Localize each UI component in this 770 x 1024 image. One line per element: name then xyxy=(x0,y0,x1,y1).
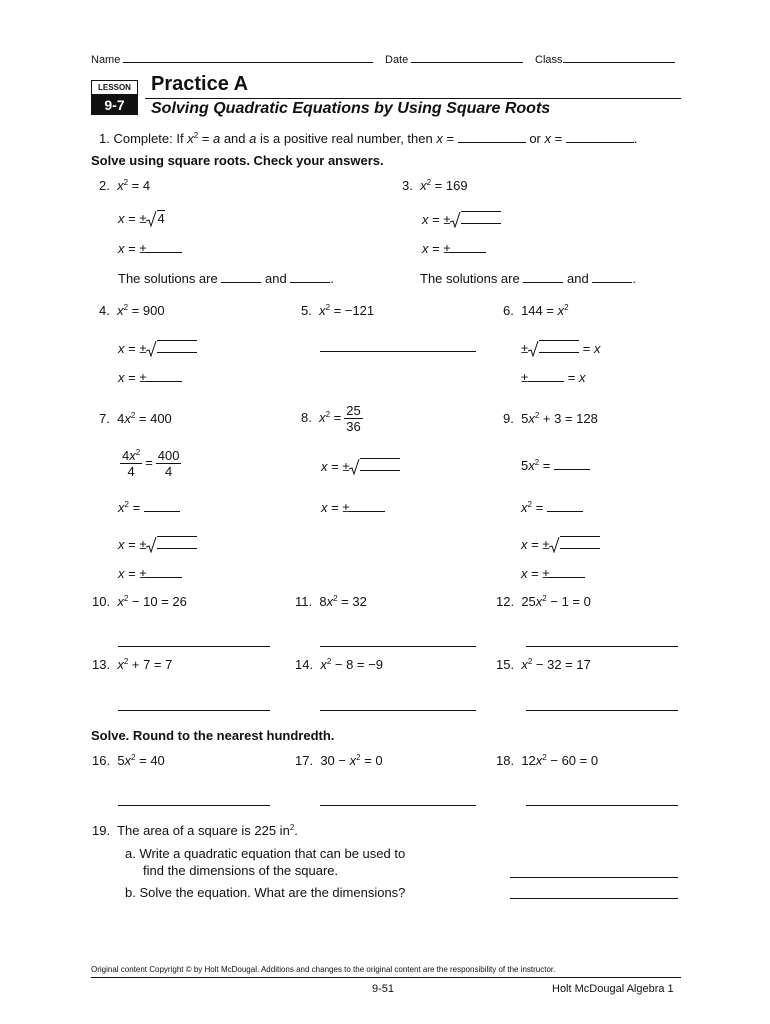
instruction-round: Solve. Round to the nearest hundredth. xyxy=(91,728,335,743)
problem-15: 15. $x^2 - 32 = 17$ xyxy=(496,657,591,672)
problem-6: 6. $144 = x^2$ xyxy=(503,303,569,318)
problem-19b: b. Solve the equation. What are the dimensions? xyxy=(125,885,406,900)
problem-19: 19. The area of a square is 225 $in^2$. xyxy=(92,823,298,838)
problem-7: 7. $4x^2 = 400$ xyxy=(99,411,172,426)
problem-19a: a. Write a quadratic equation that can be used to xyxy=(125,846,406,861)
p19a-answer[interactable] xyxy=(510,877,678,878)
name-field[interactable]: Name xyxy=(91,51,373,66)
p9-step-answer: x = ± xyxy=(521,566,585,581)
instruction-square-roots: Solve using square roots. Check your answers. xyxy=(91,153,384,168)
p19b-answer[interactable] xyxy=(510,898,678,899)
lesson-label: LESSON xyxy=(91,80,138,95)
p12-answer[interactable] xyxy=(526,646,678,647)
footer-rule xyxy=(91,977,681,978)
p4-step-answer: x = ± xyxy=(118,370,182,385)
lesson-number: 9-7 xyxy=(91,95,138,115)
page-title: Practice A xyxy=(151,73,249,95)
page-subtitle: Solving Quadratic Equations by Using Square Roots xyxy=(151,100,551,117)
q1-answer-2[interactable] xyxy=(566,131,634,143)
problem-14: 14. $x^2 - 8 = -9$ xyxy=(295,657,383,672)
p8-step-sqrt: x = ± xyxy=(321,458,400,475)
problem-18: 18. $12x^2 - 60 = 0$ xyxy=(496,753,599,768)
p15-answer[interactable] xyxy=(526,710,678,711)
problem-12: 12. $25x^2 - 1 = 0$ xyxy=(496,594,591,609)
date-field[interactable]: Date xyxy=(385,51,523,66)
p4-step-sqrt: x = ± xyxy=(118,340,197,357)
problem-9: 9. $5x^2 + 3 = 128$ xyxy=(503,411,598,426)
book-title: Holt McDougal Algebra 1 xyxy=(552,983,674,995)
problem-10: 10. $x^2 - 10 = 26$ xyxy=(92,594,187,609)
p5-answer[interactable] xyxy=(320,340,476,355)
q1-answer-1[interactable] xyxy=(458,131,526,143)
p13-answer[interactable] xyxy=(118,710,270,711)
p7-step-x2: $x^2$ = xyxy=(118,500,180,515)
problem-4: 4. $x^2 = 900$ xyxy=(99,303,165,318)
copyright: Original content Copyright © by Holt McDougal. Additions and changes to the original content are the responsibility of the instructor. xyxy=(91,965,556,974)
problem-8: 8. $x^2$ = $\frac{25}{36}$ xyxy=(301,403,361,434)
p2-step-sqrt: x = ± 4 xyxy=(118,211,165,226)
p18-answer[interactable] xyxy=(526,805,678,806)
page-number: 9-51 xyxy=(372,983,395,995)
problem-19a-line2: find the dimensions of the square. xyxy=(143,863,339,878)
p17-answer[interactable] xyxy=(320,805,476,806)
p2-step-answer: x = ± xyxy=(118,241,182,256)
problem-17: 17. $30 - x^2 = 0$ xyxy=(295,753,383,768)
p2-solutions: The solutions are and . xyxy=(118,271,334,286)
problem-3: 3. $x^2 = 169$ xyxy=(402,178,468,193)
problem-5: 5. $x^2 = -121$ xyxy=(301,303,375,318)
p11-answer[interactable] xyxy=(320,646,476,647)
problem-2: 2. $x^2 = 4$ xyxy=(99,178,151,193)
p6-step-answer: ± = x xyxy=(521,370,586,385)
p3-step-sqrt: x = ± xyxy=(422,211,501,228)
problem-11: 11. $8x^2 = 32$ xyxy=(295,594,367,609)
p8-step-answer: x = ± xyxy=(321,500,385,515)
p3-solutions: The solutions are and . xyxy=(420,271,636,286)
p10-answer[interactable] xyxy=(118,646,270,647)
p7-step-divide: $\frac{4x^2}{4}$ = $\frac{400}{4}$ xyxy=(122,448,180,479)
p7-step-sqrt: x = ± xyxy=(118,536,197,553)
question-1: 1. Complete: If $x^2 = a$ and a is a positive real number, then x = or x = . xyxy=(99,131,638,146)
problem-13: 13. $x^2 + 7 = 7$ xyxy=(92,657,173,672)
p14-answer[interactable] xyxy=(320,710,476,711)
problem-16: 16. $5x^2 = 40$ xyxy=(92,753,165,768)
p16-answer[interactable] xyxy=(118,805,270,806)
p7-step-answer: x = ± xyxy=(118,566,182,581)
p9-step-x2: $x^2$ = xyxy=(521,500,583,515)
title-rule xyxy=(145,98,681,99)
p9-step-coef: $5x^2$ = xyxy=(521,458,590,473)
p3-step-answer: x = ± xyxy=(422,241,486,256)
class-field[interactable]: Class xyxy=(535,51,675,66)
p9-step-sqrt: x = ± xyxy=(521,536,600,553)
p6-step-sqrt: ± = x xyxy=(521,341,601,356)
